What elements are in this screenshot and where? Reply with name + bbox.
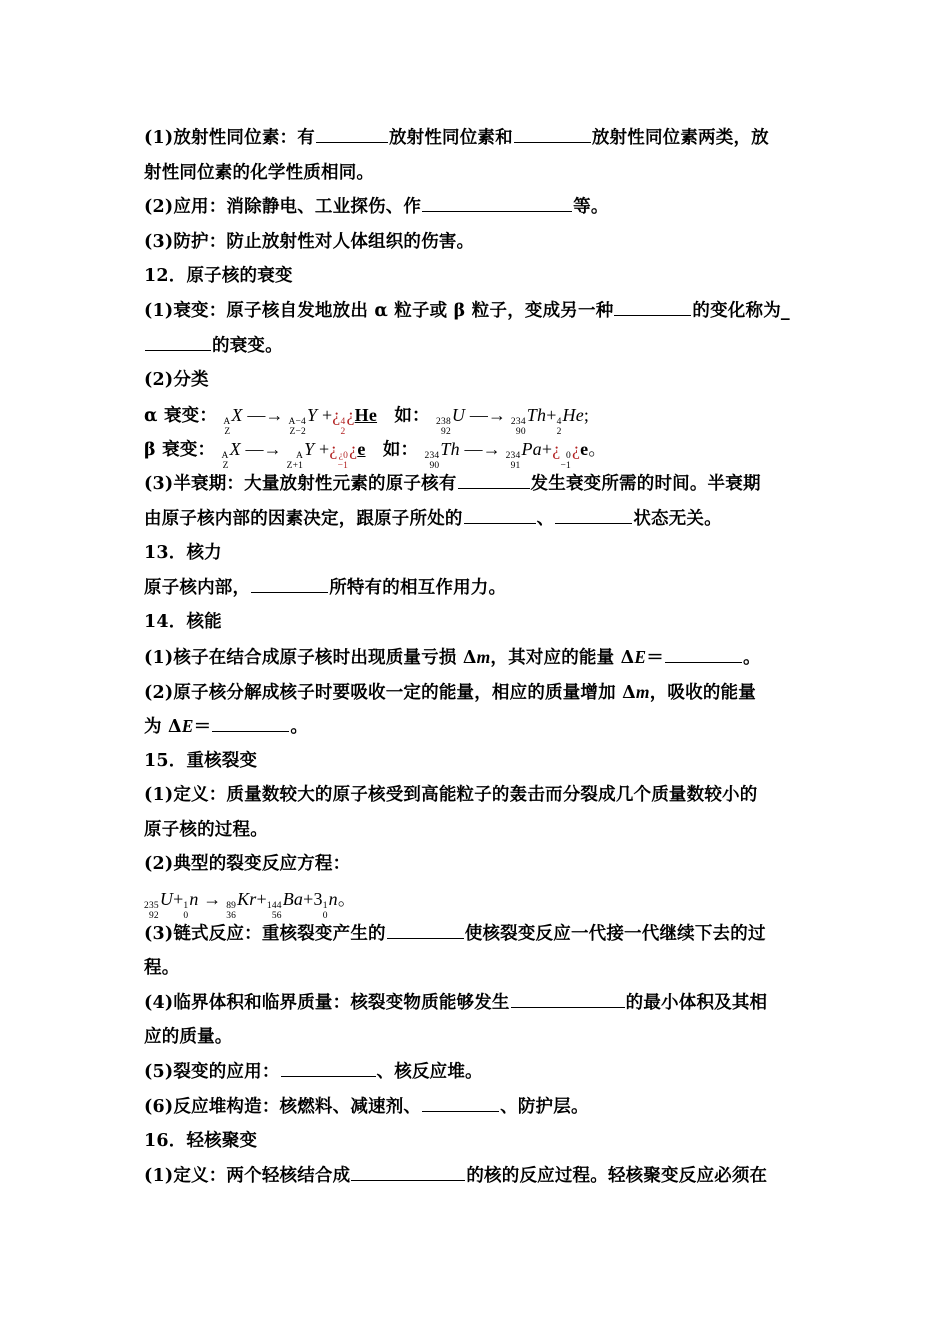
text-line bbox=[144, 121, 812, 156]
nuclide-index: A Z+1 bbox=[286, 451, 304, 472]
alpha-equation bbox=[223, 404, 381, 437]
text: 原子核的过程。 bbox=[144, 819, 268, 840]
symbol: X bbox=[231, 404, 243, 425]
text: (2)分类 bbox=[144, 370, 209, 391]
glyph: ¿ bbox=[329, 439, 338, 460]
beta-equation bbox=[221, 439, 371, 472]
fill-blank bbox=[422, 1091, 499, 1112]
nuclide-index: 0 −1 bbox=[560, 451, 571, 472]
nuclide-index: 144 56 bbox=[266, 901, 282, 922]
fill-blank bbox=[464, 503, 536, 524]
alpha-decay-line bbox=[144, 398, 812, 437]
text: (1)核子在结合成原子核时出现质量亏损 Δ bbox=[144, 647, 477, 668]
symbol: Kr bbox=[237, 889, 257, 910]
beta-example-equation bbox=[424, 439, 607, 472]
text: (3)半衰期：大量放射性元素的原子核有 bbox=[144, 473, 457, 494]
text-line bbox=[144, 329, 812, 364]
text: 放射性同位素和 bbox=[388, 128, 513, 148]
text-line bbox=[144, 1055, 812, 1090]
glyph: ¿ bbox=[332, 404, 341, 425]
text: 的核的反应过程。轻核聚变反应必须在 bbox=[466, 1165, 768, 1186]
text: 、 bbox=[536, 508, 555, 529]
fill-blank bbox=[514, 122, 591, 143]
text-line bbox=[144, 1159, 812, 1194]
text: (1)衰变：原子核自发地放出 α 粒子或 β 粒子，变成另一种 bbox=[144, 300, 614, 321]
text: ＝ bbox=[193, 717, 212, 738]
section-heading bbox=[144, 259, 812, 294]
glyph: ¿ bbox=[349, 439, 358, 460]
text-line bbox=[144, 294, 812, 329]
text-line bbox=[144, 1090, 812, 1125]
text: α 衰变： bbox=[144, 405, 218, 426]
fission-equation bbox=[144, 889, 357, 922]
glyph: ¿ bbox=[346, 404, 355, 425]
text: 应的质量。 bbox=[144, 1027, 233, 1048]
text: 的最小体积及其相 bbox=[625, 992, 768, 1013]
symbol: U bbox=[451, 404, 466, 425]
glyph: ¿ bbox=[552, 439, 561, 460]
symbol: n bbox=[189, 889, 199, 910]
variable: E bbox=[181, 716, 194, 737]
text: 、防护层。 bbox=[500, 1096, 589, 1117]
symbol: Th bbox=[526, 404, 547, 425]
text: 使核裂变反应一代接一代继续下去的过 bbox=[464, 923, 766, 944]
plus: + bbox=[256, 889, 267, 910]
text: ; bbox=[583, 404, 590, 425]
text: 12．原子核的衰变 bbox=[144, 266, 293, 287]
symbol: e bbox=[357, 439, 366, 460]
variable: E bbox=[634, 646, 647, 667]
text: 状态无关。 bbox=[633, 508, 722, 529]
text: 如： bbox=[382, 440, 419, 461]
text: 15．重核裂变 bbox=[144, 750, 258, 771]
text-line bbox=[144, 571, 812, 606]
nuclide-index: 234 91 bbox=[505, 451, 521, 472]
text: ，吸收的能量 bbox=[649, 682, 756, 703]
arrow: —→ bbox=[247, 404, 284, 425]
text: 、核反应堆。 bbox=[376, 1062, 483, 1083]
plus: + bbox=[546, 404, 557, 425]
text-line bbox=[144, 467, 812, 502]
glyph: ¿ bbox=[571, 439, 581, 460]
text: 。 bbox=[290, 717, 309, 738]
text-line bbox=[144, 502, 812, 537]
text-line bbox=[144, 813, 812, 848]
text-line bbox=[144, 917, 812, 952]
nuclide-index: 235 92 bbox=[144, 901, 159, 922]
fill-blank bbox=[387, 918, 464, 939]
text-line bbox=[144, 847, 812, 882]
symbol: He bbox=[354, 404, 378, 425]
plus: + bbox=[173, 889, 184, 910]
nuclide-index: 1 0 bbox=[183, 901, 189, 922]
text: 如： bbox=[394, 405, 430, 426]
text-line bbox=[144, 640, 812, 675]
text: (4)临界体积和临界质量：核裂变物质能够发生 bbox=[144, 992, 510, 1013]
text: (3)链式反应：重核裂变产生的 bbox=[144, 923, 386, 944]
text: 16．轻核聚变 bbox=[144, 1131, 258, 1152]
text: (2)典型的裂变反应方程： bbox=[144, 854, 351, 875]
text-line bbox=[144, 1020, 812, 1055]
text: 由原子核内部的因素决定，跟原子所处的 bbox=[144, 508, 463, 529]
plus: + bbox=[541, 439, 553, 460]
text: (5)裂变的应用： bbox=[144, 1062, 280, 1083]
symbol: Y bbox=[304, 439, 315, 460]
fill-blank bbox=[614, 295, 691, 316]
section-heading bbox=[144, 536, 812, 571]
nuclide-index: 89 36 bbox=[226, 901, 237, 922]
fill-blank bbox=[458, 468, 530, 489]
arrow: → bbox=[203, 889, 222, 910]
text-line bbox=[144, 951, 812, 986]
fission-equation-line bbox=[144, 882, 812, 922]
symbol: U bbox=[159, 889, 174, 910]
text: (1)放射性同位素：有 bbox=[144, 128, 315, 148]
text: 14．核能 bbox=[144, 612, 222, 633]
text: (6)反应堆构造：核燃料、减速剂、 bbox=[144, 1096, 422, 1117]
text-line bbox=[144, 225, 812, 260]
fill-blank bbox=[422, 191, 572, 212]
text-line bbox=[144, 156, 812, 191]
section-heading bbox=[144, 744, 812, 779]
fill-blank bbox=[351, 1160, 465, 1181]
text: 的变化称为_ bbox=[692, 300, 790, 321]
nuclide-index: 238 92 bbox=[436, 416, 451, 437]
text-line bbox=[144, 190, 812, 225]
text-line bbox=[144, 986, 812, 1021]
fill-blank bbox=[665, 642, 742, 663]
plus: + bbox=[319, 439, 330, 460]
nuclide-index: A Z bbox=[223, 416, 231, 437]
text: 射性同位素的化学性质相同。 bbox=[144, 162, 375, 183]
fill-blank bbox=[511, 987, 625, 1008]
beta-decay-line bbox=[144, 432, 812, 472]
fill-blank bbox=[212, 711, 289, 732]
nuclide-index: A Z bbox=[221, 451, 229, 472]
section-heading bbox=[144, 1124, 812, 1159]
text: β 衰变： bbox=[144, 440, 216, 461]
nuclide-index: ¿0 −1 bbox=[337, 451, 349, 472]
document-body bbox=[144, 121, 812, 1193]
nuclide-index: 1 0 bbox=[322, 901, 328, 922]
text: 为 Δ bbox=[144, 717, 182, 738]
symbol: He bbox=[562, 404, 584, 425]
symbol: Ba bbox=[282, 889, 304, 910]
section-heading bbox=[144, 605, 812, 640]
text: 原子核内部， bbox=[144, 577, 251, 598]
text: 。 bbox=[337, 889, 357, 910]
text-line bbox=[144, 675, 812, 710]
coefficient: 3 bbox=[313, 889, 323, 910]
nuclide-index: 4 2 bbox=[556, 416, 562, 437]
variable: m bbox=[476, 646, 491, 667]
text: ＝ bbox=[646, 647, 664, 668]
text: 发生衰变所需的时间。半衰期 bbox=[530, 473, 761, 494]
plus: + bbox=[321, 404, 333, 425]
plus: + bbox=[303, 889, 314, 910]
symbol: Y bbox=[307, 404, 318, 425]
variable: m bbox=[635, 681, 650, 702]
text-line bbox=[144, 709, 812, 744]
nuclide-index: 234 90 bbox=[424, 451, 440, 472]
text-line bbox=[144, 363, 812, 398]
text: (2)应用：消除静电、工业探伤、作 bbox=[144, 197, 422, 218]
text: (2)原子核分解成核子时要吸收一定的能量，相应的质量增加 Δ bbox=[144, 682, 636, 703]
text: (1)定义：两个轻核结合成 bbox=[144, 1165, 351, 1186]
alpha-example-equation bbox=[436, 404, 590, 437]
symbol: Pa bbox=[521, 439, 542, 460]
symbol: e bbox=[580, 439, 589, 460]
text: 13．核力 bbox=[144, 543, 222, 564]
text: 程。 bbox=[144, 958, 180, 979]
fill-blank bbox=[555, 503, 632, 524]
text: ，其对应的能量 Δ bbox=[490, 647, 635, 668]
fill-blank bbox=[251, 572, 328, 593]
arrow: —→ bbox=[464, 439, 501, 460]
symbol: X bbox=[229, 439, 241, 460]
text: 的衰变。 bbox=[212, 335, 283, 356]
symbol: n bbox=[328, 889, 338, 910]
text: 。 bbox=[588, 439, 607, 460]
nuclide-index: 4 2 bbox=[340, 416, 346, 437]
nuclide-index: 234 90 bbox=[510, 416, 526, 437]
fill-blank bbox=[281, 1056, 376, 1077]
nuclide-index: A−4 Z−2 bbox=[288, 416, 307, 437]
text: 所特有的相互作用力。 bbox=[329, 577, 507, 598]
text: 放射性同位素两类，放 bbox=[591, 128, 769, 148]
text: (1)定义：质量数较大的原子核受到高能粒子的轰击而分裂成几个质量数较小的 bbox=[144, 785, 758, 806]
arrow: —→ bbox=[469, 404, 507, 425]
fill-blank bbox=[145, 330, 211, 351]
text: (3)防护：防止放射性对人体组织的伤害。 bbox=[144, 231, 475, 252]
symbol: Th bbox=[440, 439, 460, 460]
arrow: —→ bbox=[245, 439, 282, 460]
fill-blank bbox=[316, 122, 388, 143]
text-line bbox=[144, 778, 812, 813]
text: 等。 bbox=[573, 197, 609, 218]
text: 。 bbox=[742, 647, 761, 668]
